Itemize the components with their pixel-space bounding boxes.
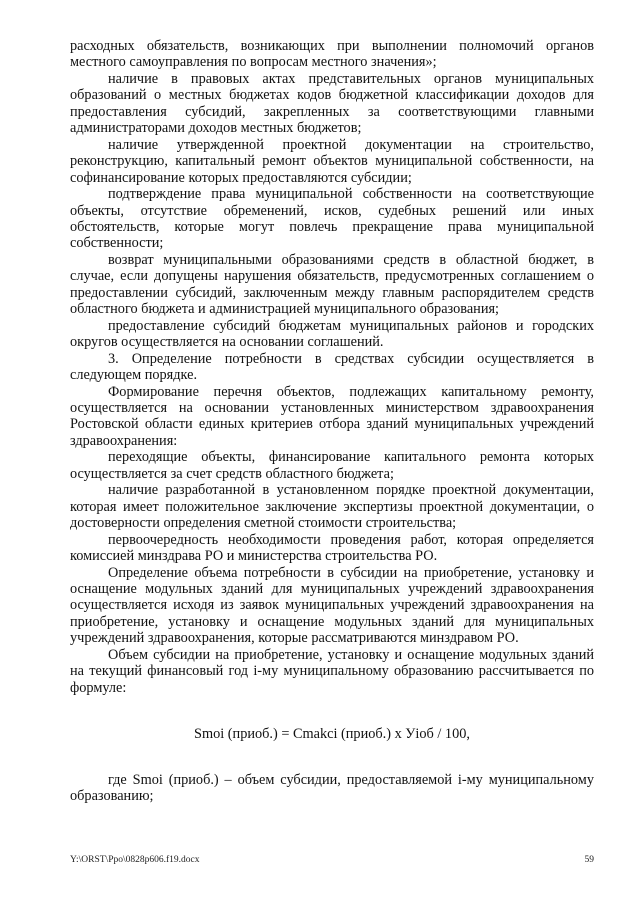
paragraph: наличие утвержденной проектной документации на строительство, реконструкцию, капитальный ремонт объектов муниципальной собственности, на софинансирование которых предоставляются субсидии; — [70, 136, 594, 186]
document-body — [70, 38, 594, 804]
paragraph: наличие разработанной в установленном порядке проектной документации, которая имеет положительное заключение экспертизы проектной документации, о достоверности определения сметной стоимости строительства; — [70, 482, 594, 532]
paragraph: Формирование перечня объектов, подлежащих капитальному ремонту, осуществляется на основании установленных министерством здравоохранения Ростовской области единых критериев отбора зданий муниципальных учреждений здравоохранения: — [70, 383, 594, 449]
paragraph: подтверждение права муниципальной собственности на соответствующие объекты, отсутствие обременений, исков, судебных решений или иных обстоятельств, которые могут повлечь прекращение права муниципальной собственности; — [70, 186, 594, 252]
paragraph: расходных обязательств, возникающих при выполнении полномочий органов местного самоуправления по вопросам местного значения»; — [70, 38, 594, 71]
formula: Smoi (приоб.) = Cmakci (приоб.) x Уioб / 100, — [194, 726, 470, 743]
footer-file-path: Y:\ORST\Ppo\0828p606.f19.docx — [70, 855, 200, 865]
paragraph: Определение объема потребности в субсидии на приобретение, установку и оснащение модульных зданий для муниципальных учреждений здравоохранения осуществляется исходя из заявок муниципальных учреждений здравоохранения на приобретение, установку и оснащение модульных зданий для муниципальных учреждений здравоохранения, которые рассматриваются минздравом РО. — [70, 564, 594, 647]
paragraph: возврат муниципальными образованиями средств в областной бюджет, в случае, если допущены нарушения обязательств, предусмотренных соглашением о предоставлении субсидий, заключенным между главным распорядителем средств областного бюджета и администрацией муниципального образования; — [70, 251, 594, 318]
paragraph: 3. Определение потребности в средствах субсидии осуществляется в следующем порядке. — [70, 350, 594, 384]
paragraph: где Smoi (приоб.) – объем субсидии, предоставляемой i-му муниципальному образованию; — [70, 771, 594, 805]
paragraph: переходящие объекты, финансирование капитального ремонта которых осуществляется за счет средств областного бюджета; — [70, 449, 594, 482]
paragraph: наличие в правовых актах представительных органов муниципальных образований о местных бюджетах кодов бюджетной классификации доходов для предоставления субсидий, закрепленных за соответствующими главными администраторами доходов местных бюджетов; — [70, 70, 594, 137]
paragraph: Объем субсидии на приобретение, установку и оснащение модульных зданий на текущий финансовый год i-му муниципальному образованию рассчитывается по формуле: — [70, 646, 594, 696]
paragraph: первоочередность необходимости проведения работ, которая определяется комиссией минздрава РО и министерства строительства РО. — [70, 531, 594, 565]
footer-page-number: 59 — [584, 855, 594, 865]
paragraph: предоставление субсидий бюджетам муниципальных районов и городских округов осуществляется на основании соглашений. — [70, 317, 594, 351]
